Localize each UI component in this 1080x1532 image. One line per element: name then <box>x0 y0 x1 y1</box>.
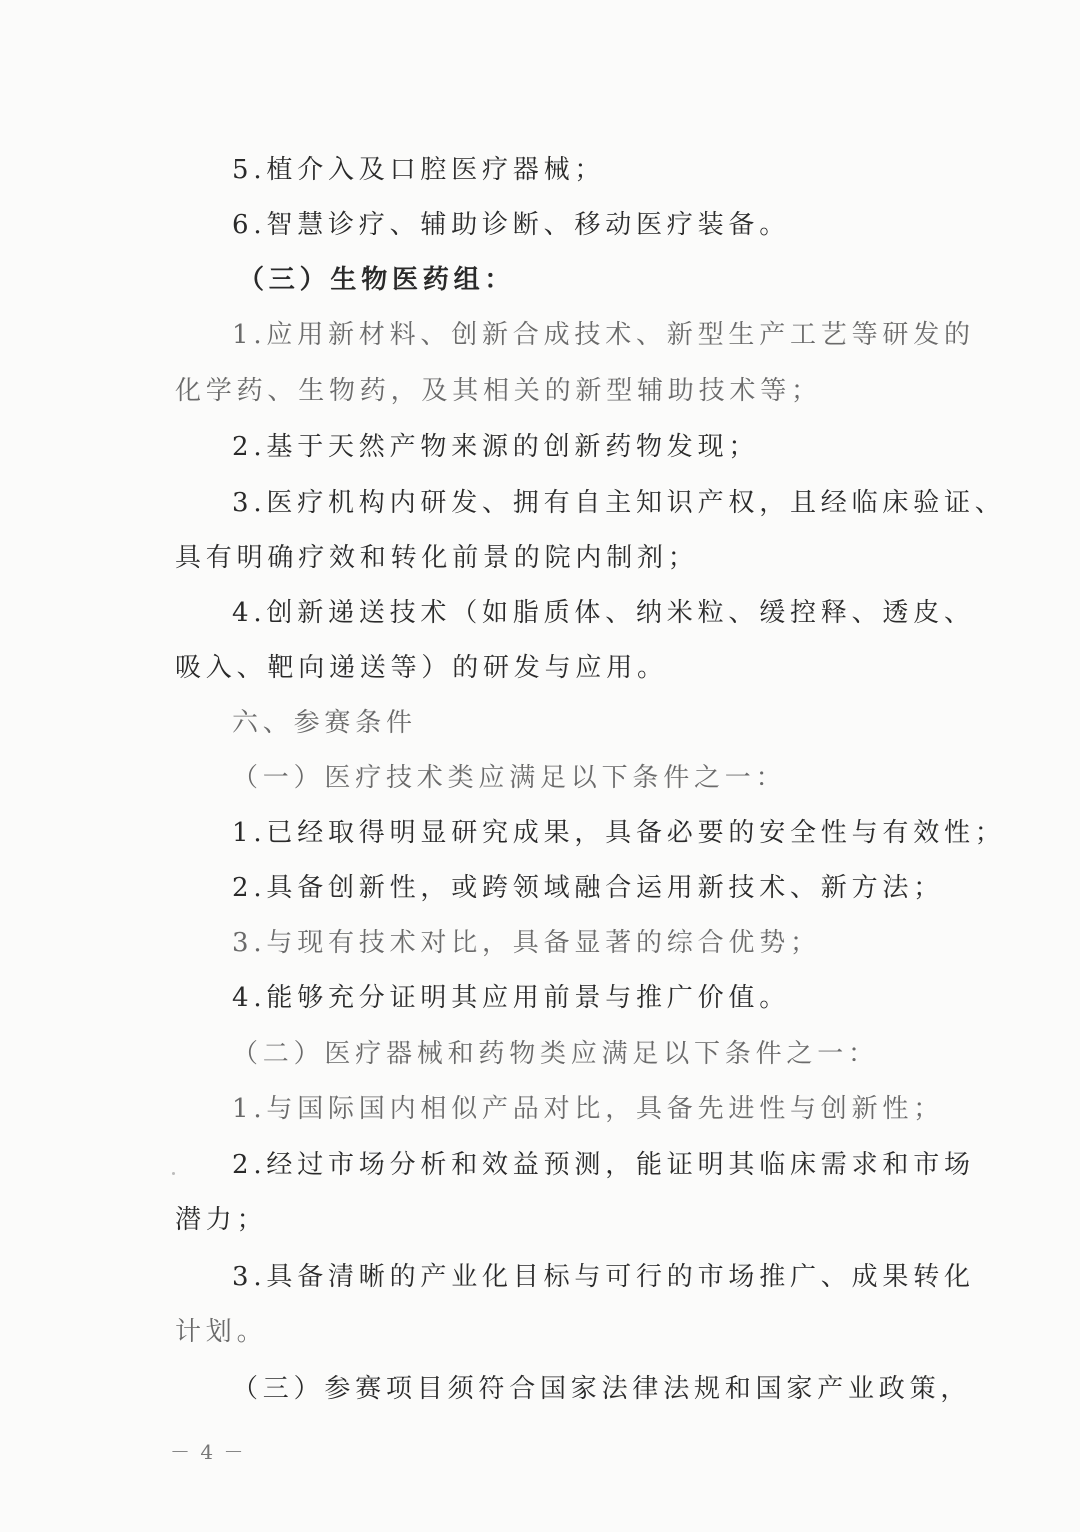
paragraph-line: 1.应用新材料、创新合成技术、新型生产工艺等研发的 <box>232 320 975 350</box>
paragraph-line: 3.医疗机构内研发、拥有自主知识产权，且经临床验证、 <box>232 488 1006 518</box>
paragraph-line: 3.与现有技术对比，具备显著的综合优势； <box>232 928 821 958</box>
paragraph-line: 吸入、靶向递送等）的研发与应用。 <box>175 653 668 683</box>
paragraph-line: （三）参赛项目须符合国家法律法规和国家产业政策， <box>232 1374 972 1404</box>
paragraph-line: 具有明确疗效和转化前景的院内制剂； <box>175 543 699 573</box>
section-heading: 六、参赛条件 <box>232 708 417 738</box>
paragraph-line: 潜力； <box>175 1205 268 1235</box>
paragraph-line: 5.植介入及口腔医疗器械； <box>232 155 606 185</box>
paragraph-line: 3.具备清晰的产业化目标与可行的市场推广、成果转化 <box>232 1262 975 1292</box>
paragraph-line: 4.创新递送技术（如脂质体、纳米粒、缓控释、透皮、 <box>232 598 975 628</box>
section-heading: （一）医疗技术类应满足以下条件之一： <box>232 763 787 793</box>
paragraph-line: 2.经过市场分析和效益预测，能证明其临床需求和市场 <box>232 1150 975 1180</box>
page-number: － 4 － <box>170 1440 246 1464</box>
section-heading: （三）生物医药组： <box>238 265 516 295</box>
paragraph-line: 4.能够充分证明其应用前景与推广价值。 <box>232 983 791 1013</box>
section-heading: （二）医疗器械和药物类应满足以下条件之一： <box>232 1039 879 1069</box>
paragraph-line: 化学药、生物药，及其相关的新型辅助技术等； <box>175 376 822 406</box>
paragraph-line: 2.基于天然产物来源的创新药物发现； <box>232 432 760 462</box>
scan-speck <box>172 1172 175 1175</box>
paragraph-line: 6.智慧诊疗、辅助诊断、移动医疗装备。 <box>232 210 791 240</box>
paragraph-line: 1.已经取得明显研究成果，具备必要的安全性与有效性； <box>232 818 1006 848</box>
paragraph-line: 2.具备创新性，或跨领域融合运用新技术、新方法； <box>232 873 945 903</box>
paragraph-line: 1.与国际国内相似产品对比，具备先进性与创新性； <box>232 1094 945 1124</box>
paragraph-line: 计划。 <box>175 1317 268 1347</box>
